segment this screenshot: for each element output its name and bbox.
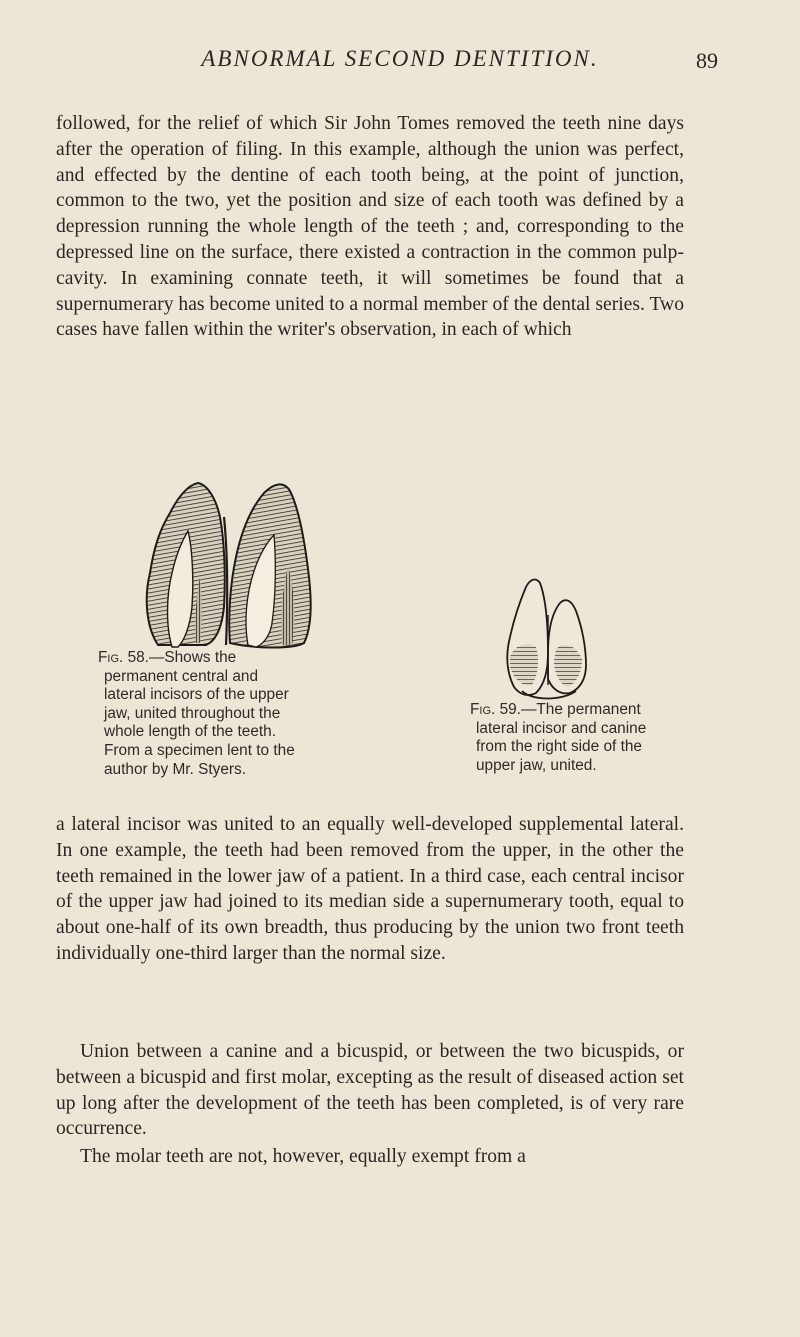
figure-59-caption <box>470 701 654 775</box>
running-title: ABNORMAL SECOND DENTITION. <box>201 46 599 71</box>
figure-58 <box>98 477 358 778</box>
paragraph-2: a lateral incisor was united to an equally well-developed supplemental lateral. In one example, the teeth had been removed from the upper, in the other the teeth remained in the lower jaw of a patient. In a third case, each central incisor of the upper jaw had joined to its median side a supernumerary tooth, equal to about one-half of its own breadth, thus producing by the union two front teeth individually one-third larger than the normal size. <box>56 814 684 964</box>
page-header <box>0 46 800 82</box>
paragraph-4: The molar teeth are not, however, equally exempt from a <box>80 1146 526 1167</box>
paragraph-1: followed, for the relief of which Sir John Tomes removed the teeth nine days after the operation of filing. In this example, although the union was perfect, and effected by the dentine of each tooth being, at the point of junction, common to the two, yet the position and size of each tooth was defined by a depression running the whole length of the teeth ; and, corresponding to the depressed line on the surface, there existed a contraction in the common pulp-cavity. In examining connate teeth, it will sometimes be found that a supernumerary has become united to a normal member of the dental series. Two cases have fallen within the writer's observation, in each of which <box>56 113 684 341</box>
figure-58-caption <box>98 649 304 779</box>
united-incisors-illustration <box>136 477 326 649</box>
page-number: 89 <box>696 48 718 73</box>
figure-58-text: —Shows the permanent central and lateral incisors of the upper jaw, united throughout the whole length of the teeth. From a specimen lent to the author by Mr. Styers. <box>104 649 295 778</box>
united-lateral-canine-illustration <box>496 575 600 701</box>
figure-59-label: Fig. 59. <box>470 701 521 718</box>
figure-59 <box>470 575 680 785</box>
figure-58-label: Fig. 58. <box>98 649 149 666</box>
paragraph-3: Union between a canine and a bicuspid, or between the two bicuspids, or between a bicuspid and first molar, excepting as the result of diseased action set up long after the development of the teeth has been completed, is of very rare occurrence. <box>56 1041 684 1140</box>
figure-59-text: —The permanent lateral incisor and canine from the right side of the upper jaw, united. <box>476 701 647 774</box>
